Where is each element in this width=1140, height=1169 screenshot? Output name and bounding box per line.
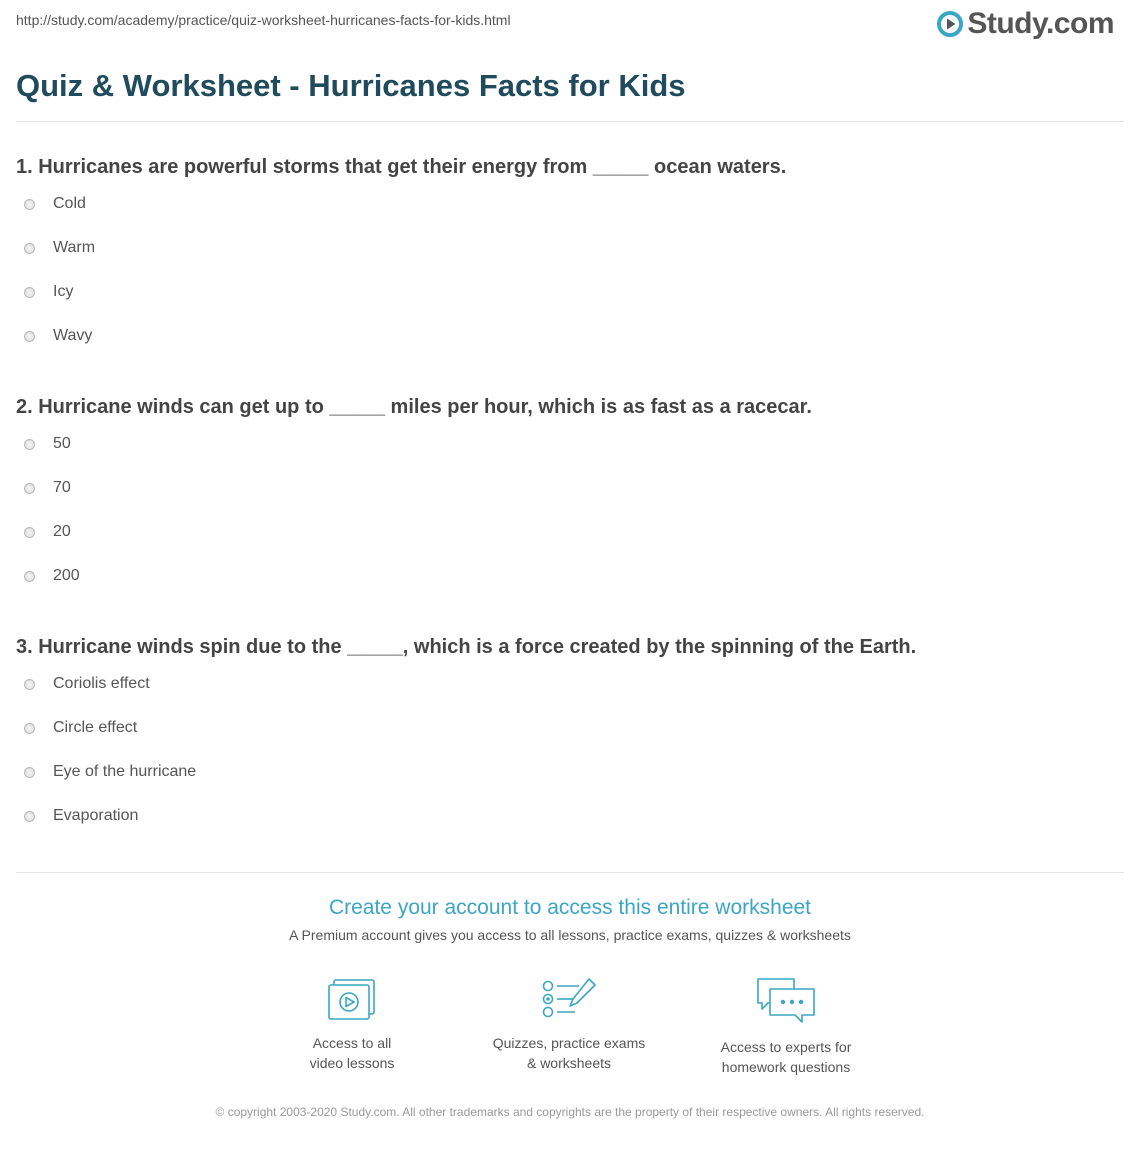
radio-button[interactable] [24, 483, 35, 494]
option-item[interactable] [16, 675, 1116, 719]
option-item[interactable] [16, 763, 1116, 807]
top-bar [16, 7, 1126, 41]
option-item[interactable] [16, 807, 1116, 851]
radio-button[interactable] [24, 723, 35, 734]
option-item[interactable] [16, 719, 1116, 763]
option-label: Circle effect [53, 719, 138, 736]
radio-button[interactable] [24, 287, 35, 298]
question-1 [16, 153, 1116, 371]
option-label: Eye of the hurricane [53, 763, 197, 780]
option-label: 70 [53, 479, 71, 496]
option-item[interactable] [16, 239, 1116, 283]
option-item[interactable] [16, 327, 1116, 371]
features-row [0, 975, 1140, 1075]
page-url: http://study.com/academy/practice/quiz-worksheet-hurricanes-facts-for-kids.html [16, 12, 511, 28]
section-divider [16, 872, 1124, 873]
option-label: Wavy [53, 327, 93, 344]
radio-button[interactable] [24, 527, 35, 538]
options-list [16, 195, 1116, 371]
feature-label: Access to experts for homework questions [720, 1039, 852, 1075]
option-item[interactable] [16, 435, 1116, 479]
option-item[interactable] [16, 479, 1116, 523]
feature-experts [686, 975, 886, 1077]
feature-quizzes [469, 975, 669, 1073]
quiz-checklist-icon [539, 975, 599, 1023]
chat-bubbles-icon [754, 975, 818, 1027]
options-list [16, 435, 1116, 611]
radio-button[interactable] [24, 199, 35, 210]
option-label: Coriolis effect [53, 675, 150, 692]
option-label: 200 [53, 567, 80, 584]
option-item[interactable] [16, 567, 1116, 611]
logo-text: Study.com [967, 7, 1114, 40]
radio-button[interactable] [24, 767, 35, 778]
signup-cta [0, 893, 1140, 944]
feature-label: Access to all video lessons [309, 1035, 395, 1071]
cta-subtitle: A Premium account gives you access to all lessons, practice exams, quizzes & worksheets [289, 927, 851, 943]
question-3 [16, 633, 1116, 851]
question-text: 2. Hurricane winds can get up to _____ miles per hour, which is as fast as a racecar. [16, 396, 812, 418]
option-item[interactable] [16, 283, 1116, 327]
radio-button[interactable] [24, 811, 35, 822]
study-logo[interactable] [937, 7, 1114, 41]
option-item[interactable] [16, 195, 1116, 239]
radio-button[interactable] [24, 571, 35, 582]
copyright-footer: © copyright 2003-2020 Study.com. All other trademarks and copyrights are the property of their respective owners. All rights reserved. [215, 1105, 925, 1119]
option-label: 20 [53, 523, 71, 540]
option-label: 50 [53, 435, 71, 452]
cta-title[interactable]: Create your account to access this entire worksheet [328, 896, 812, 919]
question-text: 3. Hurricane winds spin due to the _____, which is a force created by the spinning of the Earth. [16, 636, 917, 658]
title-divider [16, 121, 1124, 122]
options-list [16, 675, 1116, 851]
question-text: 1. Hurricanes are powerful storms that get their energy from _____ ocean waters. [16, 156, 787, 178]
option-label: Cold [53, 195, 86, 212]
option-item[interactable] [16, 523, 1116, 567]
option-label: Warm [53, 239, 96, 256]
option-label: Icy [53, 283, 74, 300]
question-2 [16, 393, 1116, 611]
radio-button[interactable] [24, 679, 35, 690]
video-lessons-icon [324, 975, 380, 1023]
page-title: Quiz & Worksheet - Hurricanes Facts for Kids [16, 68, 686, 103]
play-logo-icon [937, 11, 963, 37]
radio-button[interactable] [24, 439, 35, 450]
radio-button[interactable] [24, 331, 35, 342]
feature-video-lessons [252, 975, 452, 1073]
option-label: Evaporation [53, 807, 139, 824]
radio-button[interactable] [24, 243, 35, 254]
feature-label: Quizzes, practice exams & worksheets [492, 1035, 646, 1071]
